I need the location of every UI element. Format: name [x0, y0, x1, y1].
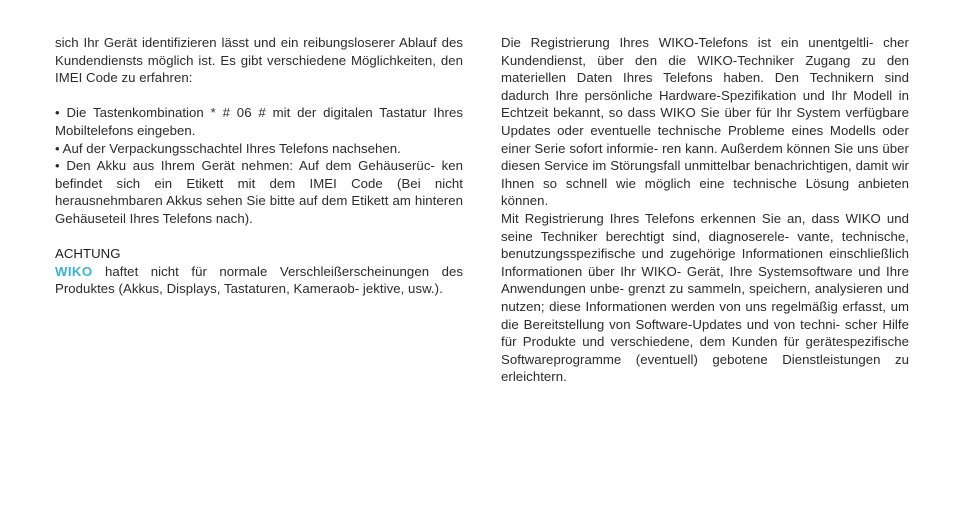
imei-bullet-keypad: • Die Tastenkombination * # 06 # mit der digitalen Tastatur Ihres Mobiltelefons eingeben.: [55, 105, 463, 138]
registration-paragraph: Die Registrierung Ihres WIKO-Telefons ist ein unentgeltli- cher Kundendienst, über den die WIKO-Techniker Zugang zu den materiellen Daten Ihres Telefons haben. Den Technikern sind dadurch Ihre persönliche Hardware-Spezifikation und Ihr Modell in Echtzeit bekannt, so dass WIKO Sie über für Ihr System verfügbare Updates oder eventuelle technische Probleme eines Modells oder einer Serie sofort informie- ren kann. Außerdem können Sie uns über diesen Service im Störungsfall unmittelbar benachrichtigen, damit wir Ihnen so schnell wie möglich eine technische Lösung anbieten können.: [501, 35, 909, 209]
imei-bullet-packaging: • Auf der Verpackungsschachtel Ihres Telefons nachsehen.: [55, 140, 401, 156]
consent-paragraph: Mit Registrierung Ihres Telefons erkennen Sie an, dass WIKO und seine Techniker berechtigt sind, diagnoserele- vante, technische, benutzungsspezifische und zugehörige Informationen einschließlich Informationen über Ihr WIKO- Gerät, Ihre Systemsoftware und Ihre Anwendungen unbe- grenzt zu sammeln, speichern, analysieren und nutzen; diese Informationen werden von uns regelmäßig erfasst, um die Bereitstellung von Software-Updates und von techni- scher Hilfe für Produkte und verschiedene, dem Kunden für gerätespezifische Softwareprogramme (eventuell) gebotene Dienstleistungen zu erleichtern.: [501, 210, 909, 385]
paragraph-spacer: [55, 228, 463, 246]
right-column: [501, 34, 909, 386]
imei-intro-paragraph: sich Ihr Gerät identifizieren lässt und ein reibungsloserer Ablauf des Kundendiensts möglich ist. Es gibt verschiedene Möglichkeiten, den IMEI Code zu erfahren:: [55, 35, 463, 86]
paragraph-spacer: [55, 87, 463, 105]
left-column: [55, 34, 463, 298]
brand-name: WIKO: [55, 263, 93, 279]
warning-heading: ACHTUNG: [55, 246, 121, 262]
warning-paragraph: [55, 263, 463, 298]
warning-text: haftet nicht für normale Verschleißerscheinungen des Produktes (Akkus, Displays, Tastaturen, Kameraob- jektive, usw.).: [55, 263, 463, 297]
imei-bullet-battery: • Den Akku aus Ihrem Gerät nehmen: Auf dem Gehäuserüc- ken befindet sich ein Etikett mit dem IMEI Code (Bei nicht herausnehmbaren Akkus sehen Sie bitte auf dem Etikett am hinteren Gehäuseteil Ihres Telefons nach).: [55, 158, 463, 226]
